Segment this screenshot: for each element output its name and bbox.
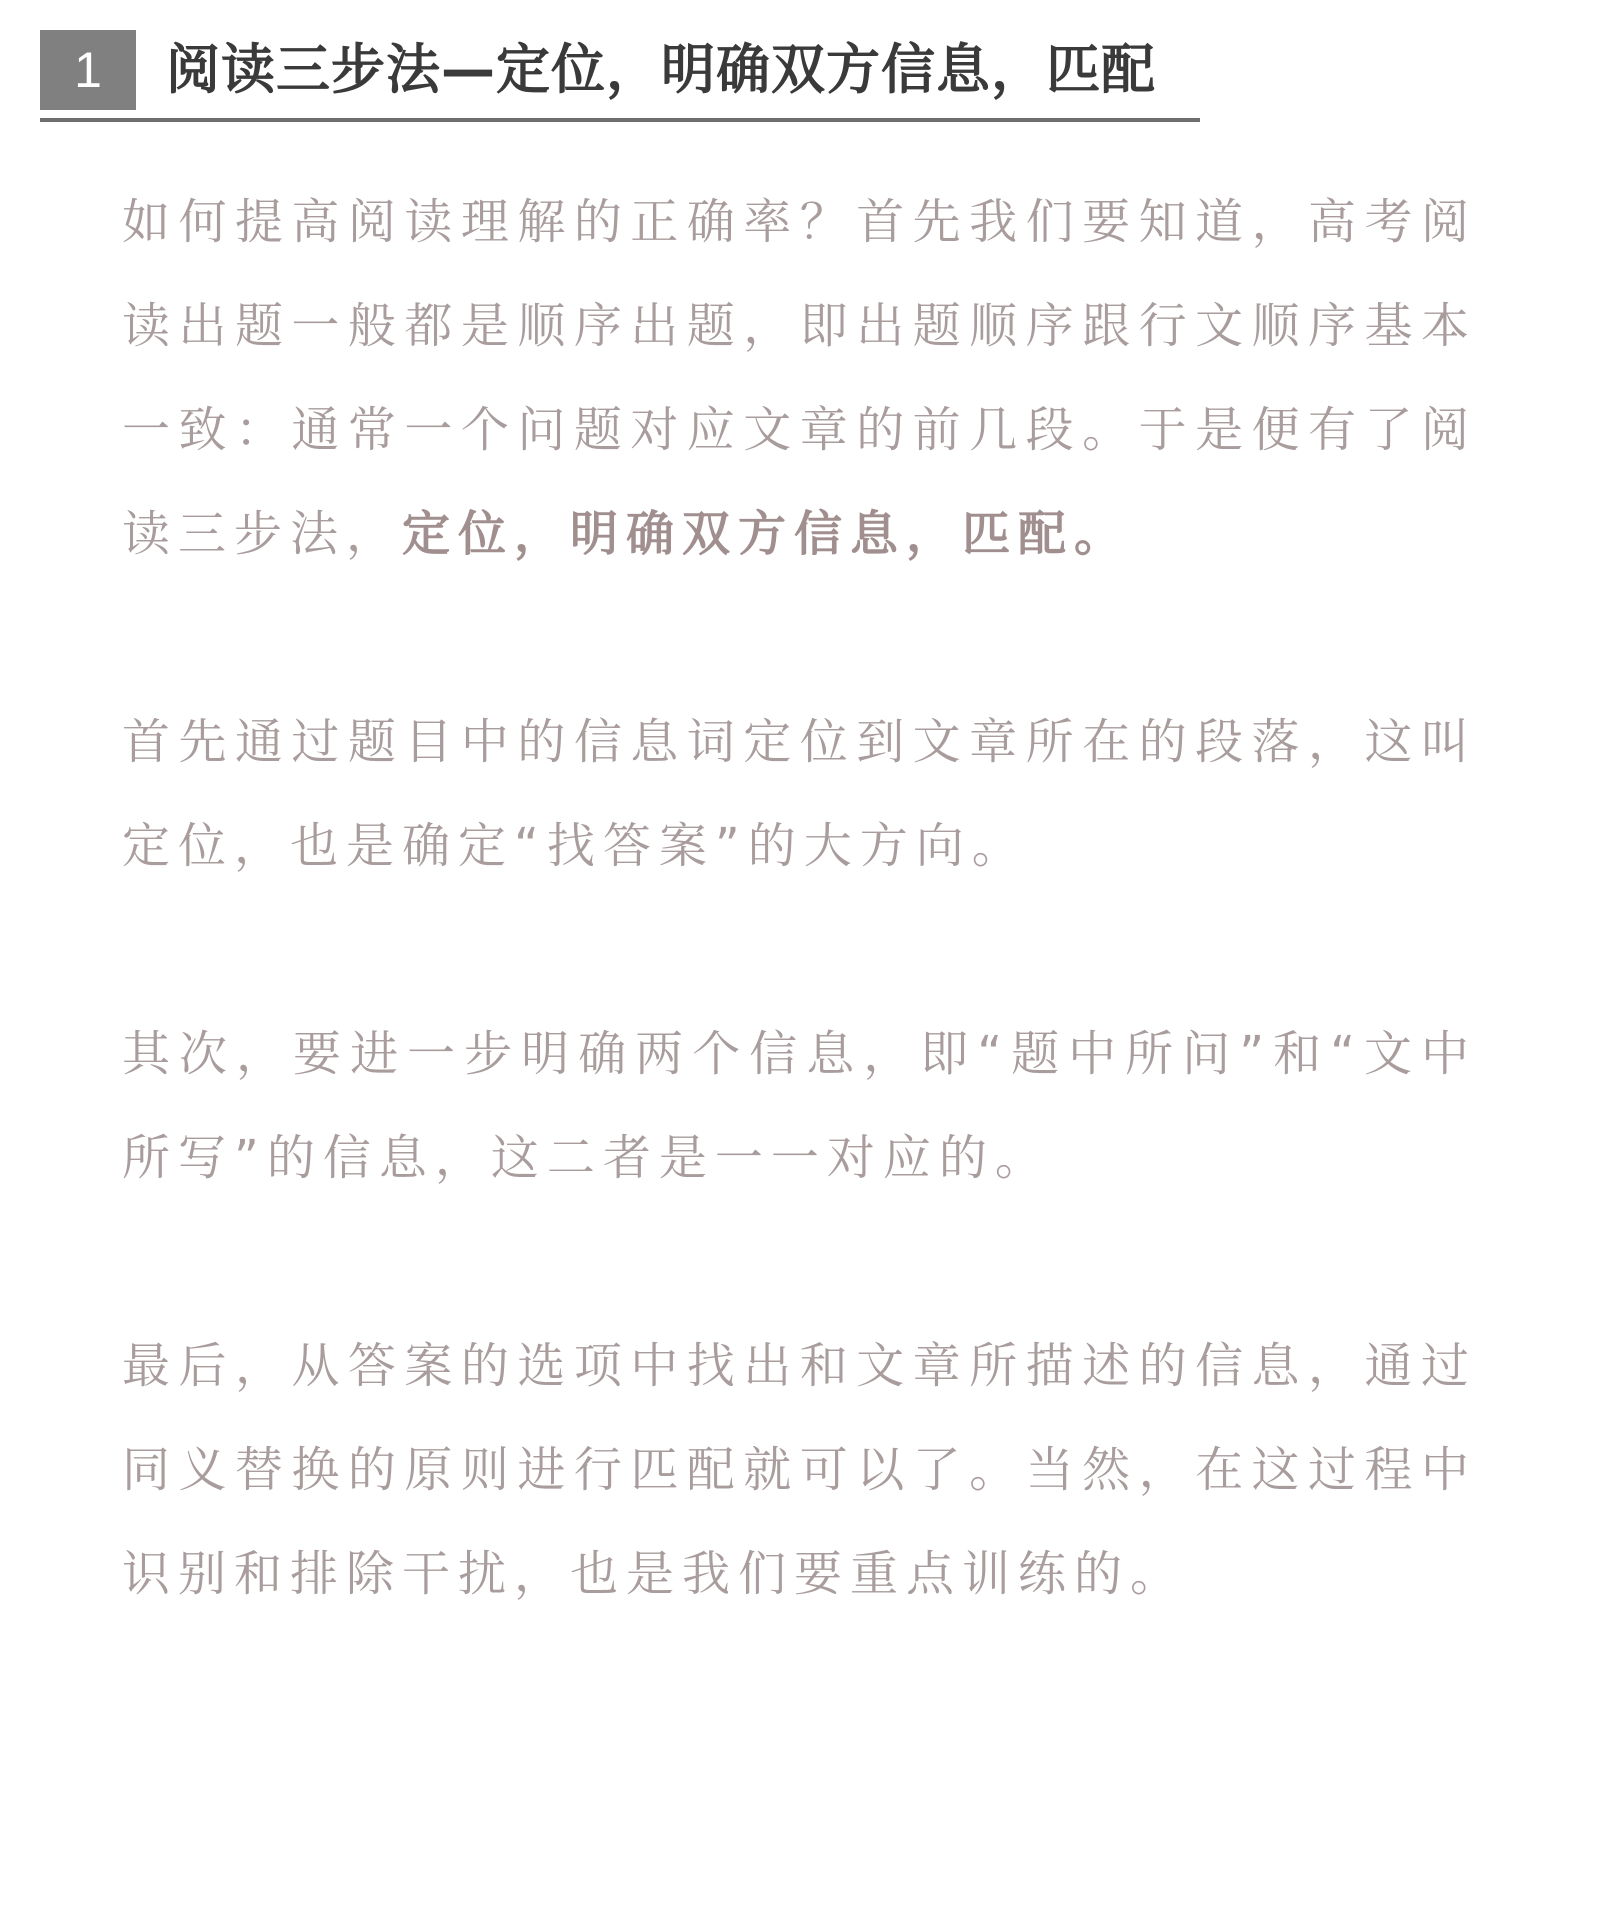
paragraph-intro [122, 170, 1477, 586]
paragraph-intro-text: 如何提高阅读理解的正确率？首先我们要知道，高考阅读出题一般都是顺序出题，即出题顺序跟行文顺序基本一致：通常一个问题对应文章的前几段。于是便有了阅读三步法， [122, 194, 1477, 562]
paragraph-intro-emphasis: 定位，明确双方信息，匹配。 [402, 506, 1131, 562]
paragraph-step-clarify: 其次，要进一步明确两个信息，即“题中所问”和“文中所写”的信息，这二者是一一对应的。 [122, 1026, 1477, 1186]
paragraph-step-match: 最后，从答案的选项中找出和文章所描述的信息，通过同义替换的原则进行匹配就可以了。当然，在这过程中识别和排除干扰，也是我们要重点训练的。 [122, 1338, 1477, 1602]
section-number-badge: 1 [40, 30, 136, 110]
paragraph-step-locate: 首先通过题目中的信息词定位到文章所在的段落，这叫定位，也是确定“找答案”的大方向。 [122, 714, 1477, 874]
section-divider [40, 118, 1200, 122]
section-header [40, 30, 1200, 122]
section-title: 阅读三步法—定位，明确双方信息，匹配 [166, 38, 1156, 101]
article-body [122, 170, 1477, 1626]
